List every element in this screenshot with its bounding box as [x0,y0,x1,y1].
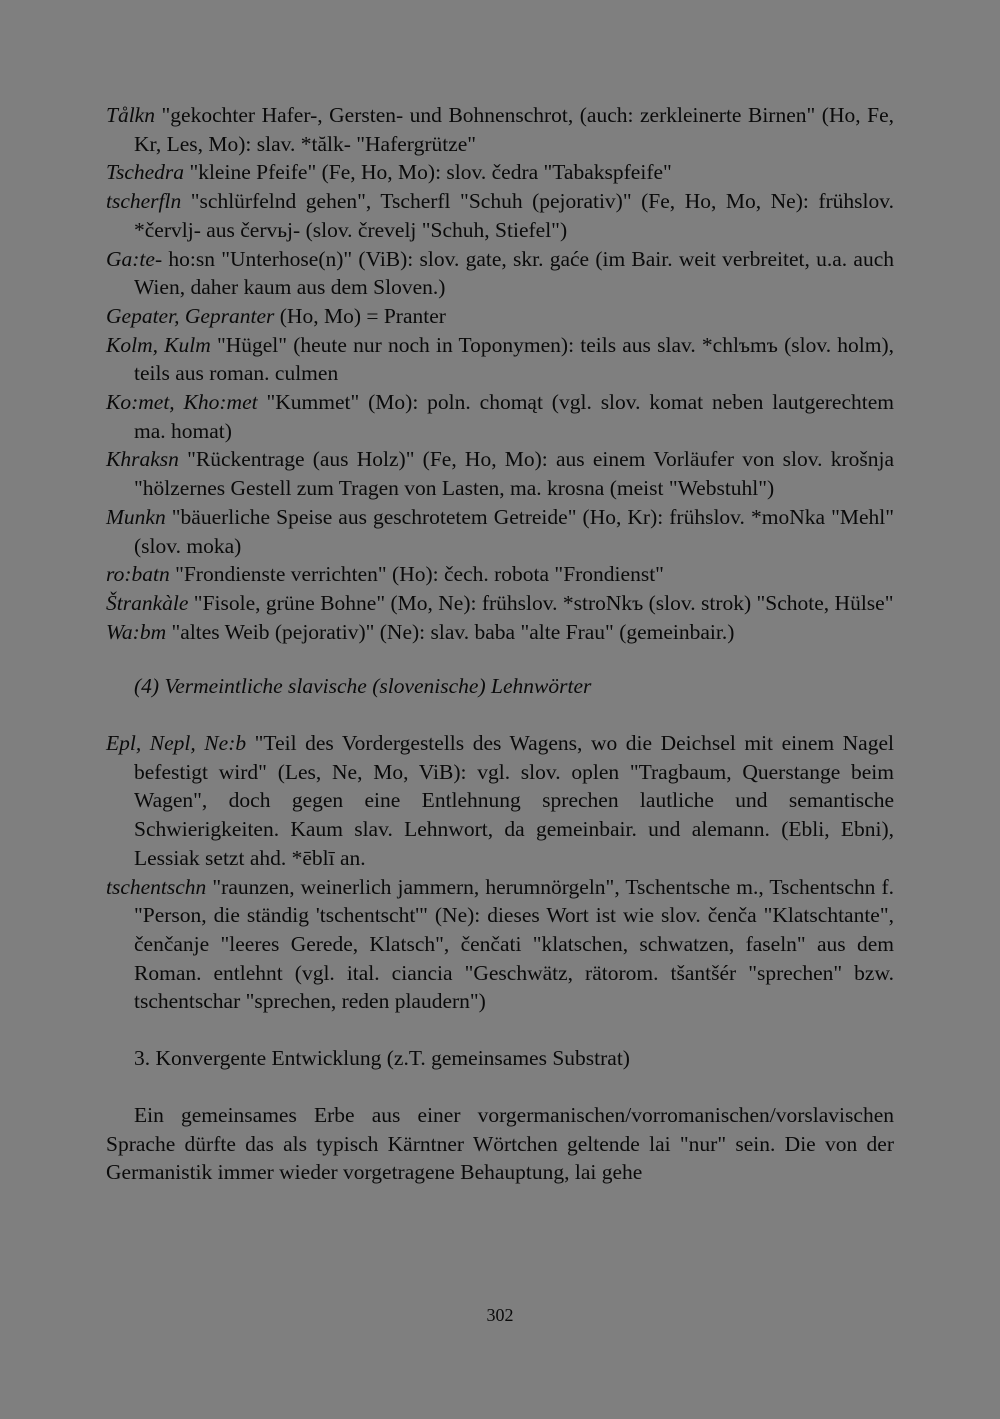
entry-text: "Fisole, grüne Bohne" (Mo, Ne): frühslov. *stroNkъ (slov. strok) "Schote, Hülse" [188,590,894,615]
entry-headword: Khraksn [106,447,179,472]
entry-headword: ro:batn [106,562,170,587]
entry-headword: Epl, Nepl, Ne:b [106,731,247,756]
entry-headword: Ga:te- [106,246,163,271]
entry-headword: Ko:met, Kho:met [106,390,258,415]
entry-text: "altes Weib (pejorativ)" (Ne): slav. baba "alte Frau" (gemeinbair.) [166,619,735,644]
entry-kolm [106,331,894,388]
entry-text: "gekochter Hafer-, Gersten- und Bohnenschrot, (auch: zerkleinerte Birnen" (Ho, Fe, Kr, Les, Mo): slav. *tălk- "Hafergrütze" [134,103,894,156]
entry-khraksn [106,445,894,502]
entry-robatn [106,560,894,589]
entry-munkn [106,503,894,560]
entry-headword: Wa:bm [106,619,167,644]
entry-headword: Kolm, Kulm [106,332,211,357]
entry-text: ho:sn "Unterhose(n)" (ViB): slov. gate, skr. gaće (im Bair. weit verbreitet, u.a. auch Wien, daher kaum aus dem Sloven.) [134,246,894,300]
entry-headword: tscherfln [106,189,182,214]
entry-komet [106,388,894,445]
entry-text: "raunzen, weinerlich jammern, herumnörgeln", Tschentsche m., Tschentschn f. "Person, die ständig 'tschentscht'" (Ne): dieses Wort ist wie slov. čenča "Klatschtante", čenčanje "leeres Gerede, Klatsch", čenčati "klatschen, schwatzen, faseln" aus dem Roman. entlehnt (vgl. ital. ciancia "Geschwätz, rätorom. tšantšér "sprechen" bzw. tschentschar "sprechen, reden plaudern") [134,874,894,1014]
page-number: 302 [486,1305,514,1325]
entry-headword: Štrankàle [106,590,189,615]
entry-tschedra [106,158,894,187]
entry-headword: Munkn [106,504,166,529]
dictionary-entries [106,101,894,1187]
entry-headword: tschentschn [106,874,207,899]
entry-talkn [106,101,894,158]
entry-tschentschn [106,873,894,1017]
entry-tscherfln [106,187,894,244]
entry-gate [106,245,894,302]
entry-strankale [106,589,894,618]
section-heading: (4) Vermeintliche slavische (slovenische) Lehnwörter [134,674,592,699]
entry-wabm [106,618,894,647]
entry-headword: Tschedra [106,160,185,185]
entry-gepater [106,302,894,331]
entry-text: "Frondienste verrichten" (Ho): čech. robota "Frondienst" [169,562,664,587]
entry-headword: Gepater, Gepranter [106,303,275,328]
entry-text: "kleine Pfeife" (Fe, Ho, Mo): slov. čedra "Tabakspfeife" [184,160,672,185]
entry-text: "schlürfelnd gehen", Tscherfl "Schuh (pejorativ)" (Fe, Ho, Mo, Ne): frühslov. *červlj- aus červьj- (slov. črevelj "Schuh, Stiefel") [134,189,894,242]
entry-text: "Hügel" (heute nur noch in Toponymen): teils aus slav. *chlъmъ (slov. holm), teils aus roman. culmen [134,332,894,386]
entry-text: "Teil des Vordergestells des Wagens, wo die Deichsel mit einem Nagel befestigt wird" (Les, Ne, Mo, ViB): vgl. slov. oplen "Tragbaum, Querstange beim Wagen", doch gegen eine Entlehnung sprechen lautliche und semantische Schwierigkeiten. Kaum slav. Lehnwort, da gemeinbair. und alemann. (Ebli, Ebni), Lessiak setzt ahd. *ēblī an. [134,731,894,870]
entry-text: "Kummet" (Mo): poln. chomąt (vgl. slov. komat neben lautgerechtem ma. homat) [134,390,894,443]
body-paragraph: Ein gemeinsames Erbe aus einer vorgermanischen/vorromanischen/vorslavischen Sprache dürfte das als typisch Kärntner Wörtchen geltende lai "nur" sein. Die von der Germanistik immer wieder vorgetragene Behauptung, lai gehe [106,1102,894,1185]
entry-text: (Ho, Mo) = Pranter [274,303,446,328]
entry-text: "Rückentrage (aus Holz)" (Fe, Ho, Mo): aus einem Vorläufer von slov. krošnja "hölzernes Gestell zum Tragen von Lasten, ma. krosna (meist "Webstuhl") [134,447,894,501]
subheading: 3. Konvergente Entwicklung (z.T. gemeinsames Substrat) [134,1046,630,1071]
entry-epl [106,729,894,873]
entry-text: "bäuerliche Speise aus geschrotetem Getreide" (Ho, Kr): frühslov. *moNka "Mehl" (slov. moka) [134,504,894,558]
entry-headword: Tålkn [106,103,155,127]
